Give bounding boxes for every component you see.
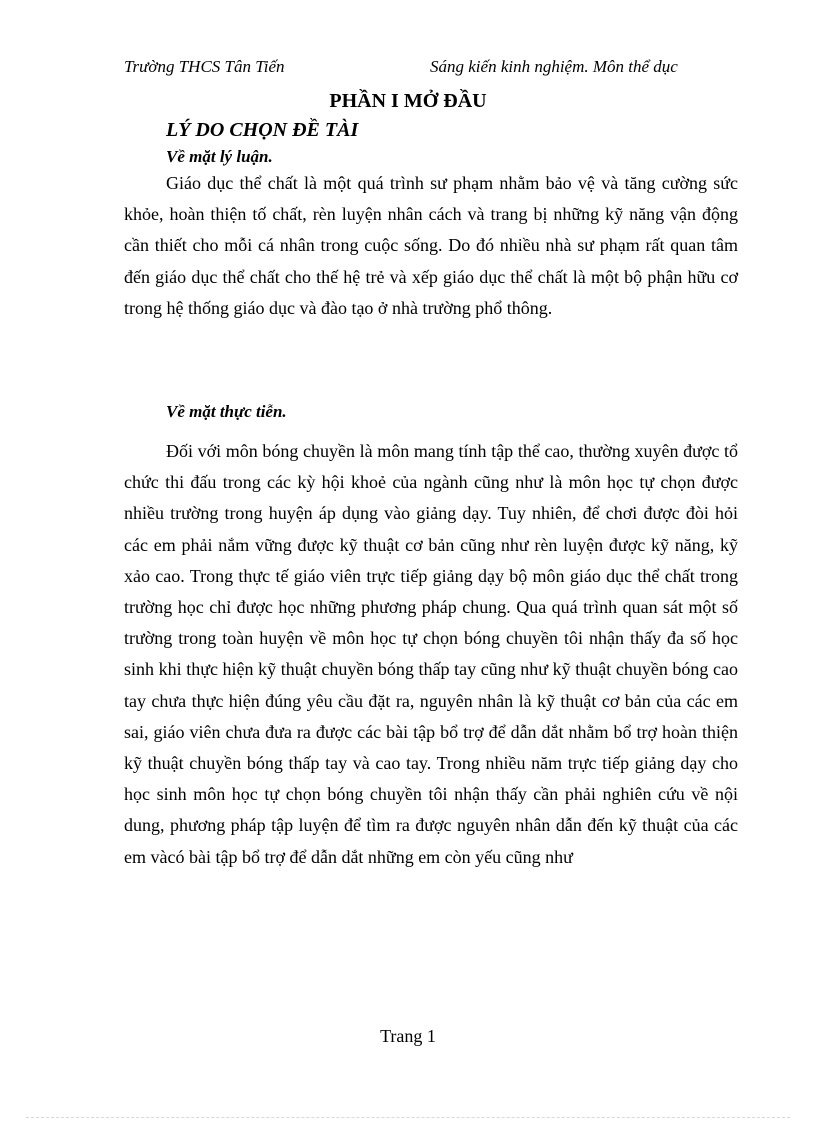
- part-title: PHẦN I MỞ ĐẦU: [329, 90, 487, 112]
- theory-heading: Về mặt lý luận.: [166, 147, 273, 166]
- practice-heading: Về mặt thực tiễn.: [166, 402, 287, 421]
- header-school: Trường THCS Tân Tiến: [124, 57, 285, 76]
- practice-paragraph: Đối với môn bóng chuyền là môn mang tính tập thể cao, thường xuyên được tổ chức thi đấu trong các kỳ hội khoẻ của ngành cũng như là môn học tự chọn được nhiều trường trong huyện áp dụng vào giảng dạy. Tuy nhiên, để chơi được đòi hỏi các em phải nắm vững được kỹ thuật cơ bản cũng như rèn luyện được kỹ năng, kỹ xảo cao. Trong thực tế giáo viên trực tiếp giảng dạy bộ môn giáo dục thể chất trong trường học chỉ được học những phương pháp chung. Qua quá trình quan sát một số trường trong toàn huyện về môn học tự chọn bóng chuyền tôi nhận thấy đa số học sinh khi thực hiện kỹ thuật chuyền bóng thấp tay cũng như kỹ thuật chuyền bóng cao tay chưa thực hiện đúng yêu cầu đặt ra, nguyên nhân là kỹ thuật cơ bản của các em sai, giáo viên chưa đưa ra được các bài tập bổ trợ để dẫn dắt nhằm bổ trợ hoàn thiện kỹ thuật chuyền bóng thấp tay và cao tay. Trong nhiều năm trực tiếp giảng dạy cho học sinh môn học tự chọn bóng chuyền tôi nhận thấy cần phải nghiên cứu về nội dung, phương pháp tập luyện để tìm ra được nguyên nhân dẫn đến kỹ thuật của các em vàcó bài tập bổ trợ để dẫn dắt những em còn yếu cũng như: [124, 441, 738, 867]
- page-divider: [26, 1117, 790, 1118]
- page-number: Trang 1: [380, 1026, 436, 1046]
- theory-paragraph: Giáo dục thể chất là một quá trình sư phạm nhằm bảo vệ và tăng cường sức khỏe, hoàn thiện tố chất, rèn luyện nhân cách và trang bị những kỹ năng vận động cần thiết cho mỗi cá nhân trong cuộc sống. Do đó nhiều nhà sư phạm rất quan tâm đến giáo dục thể chất cho thế hệ trẻ và xếp giáo dục thể chất là một bộ phận hữu cơ trong hệ thống giáo dục và đào tạo ở nhà trường phổ thông.: [124, 173, 738, 318]
- section-heading: LÝ DO CHỌN ĐỀ TÀI: [166, 119, 359, 141]
- header-subject: Sáng kiến kinh nghiệm. Môn thể dục: [430, 57, 678, 76]
